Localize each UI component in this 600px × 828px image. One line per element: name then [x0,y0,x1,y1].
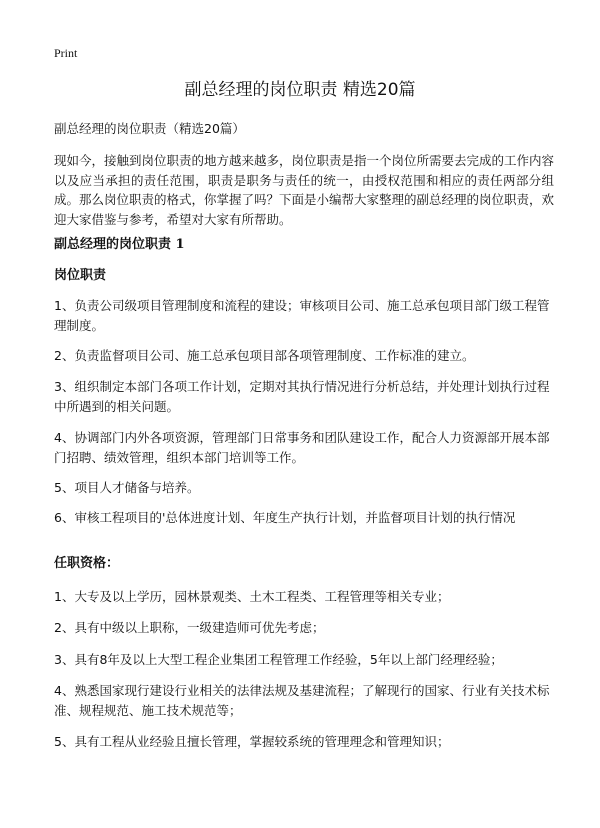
document-subtitle: 副总经理的岗位职责（精选20篇） [54,121,245,136]
duty-item-2: 2、负责监督项目公司、施工总承包项目部各项管理制度、工作标准的建立。 [54,348,475,363]
qualification-item-2: 2、具有中级以上职称，一级建造师可优先考虑； [54,620,325,635]
qualification-item-4: 4、熟悉国家现行建设行业相关的法律法规及基建流程；了解现行的国家、行业有关技术标准、规程规范、施工技术规范等； [54,683,550,718]
intro-paragraph: 现如今，接触到岗位职责的地方越来越多，岗位职责是指一个岗位所需要去完成的工作内容以及应当承担的责任范围，职责是职务与责任的统一，由授权范围和相应的责任两部分组成。那么岗位职责的格式，你掌握了吗？下面是小编帮大家整理的副总经理的岗位职责，欢迎大家借鉴与参考，希望对大家有所帮助。 [54,153,555,227]
duty-item-6: 6、审核工程项目的'总体进度计划、年度生产执行计划，并监督项目计划的执行情况 [54,510,516,525]
section-heading: 副总经理的岗位职责 1 [54,237,185,252]
duties-heading: 岗位职责 [54,268,107,283]
page-title: 副总经理的岗位职责 精选20篇 [184,80,416,100]
qualification-item-1: 1、大专及以上学历，园林景观类、土木工程类、工程管理等相关专业； [54,589,450,604]
qualification-item-3: 3、具有8年及以上大型工程企业集团工程管理工作经验，5年以上部门经理经验； [54,652,503,667]
qualifications-heading: 任职资格： [54,556,120,571]
duty-item-5: 5、项目人才储备与培养。 [54,480,200,495]
qualification-item-5: 5、具有工程从业经验且擅长管理，掌握较系统的管理理念和管理知识； [54,734,450,749]
duty-item-1: 1、负责公司级项目管理制度和流程的建设；审核项目公司、施工总承包项目部门级工程管理制度。 [54,298,550,333]
duty-item-3: 3、组织制定本部门各项工作计划，定期对其执行情况进行分析总结，并处理计划执行过程中所遇到的相关问题。 [54,379,550,414]
print-label: Print [54,46,78,60]
duty-item-4: 4、协调部门内外各项资源，管理部门日常事务和团队建设工作，配合人力资源部开展本部门招聘、绩效管理，组织本部门培训等工作。 [54,430,550,465]
